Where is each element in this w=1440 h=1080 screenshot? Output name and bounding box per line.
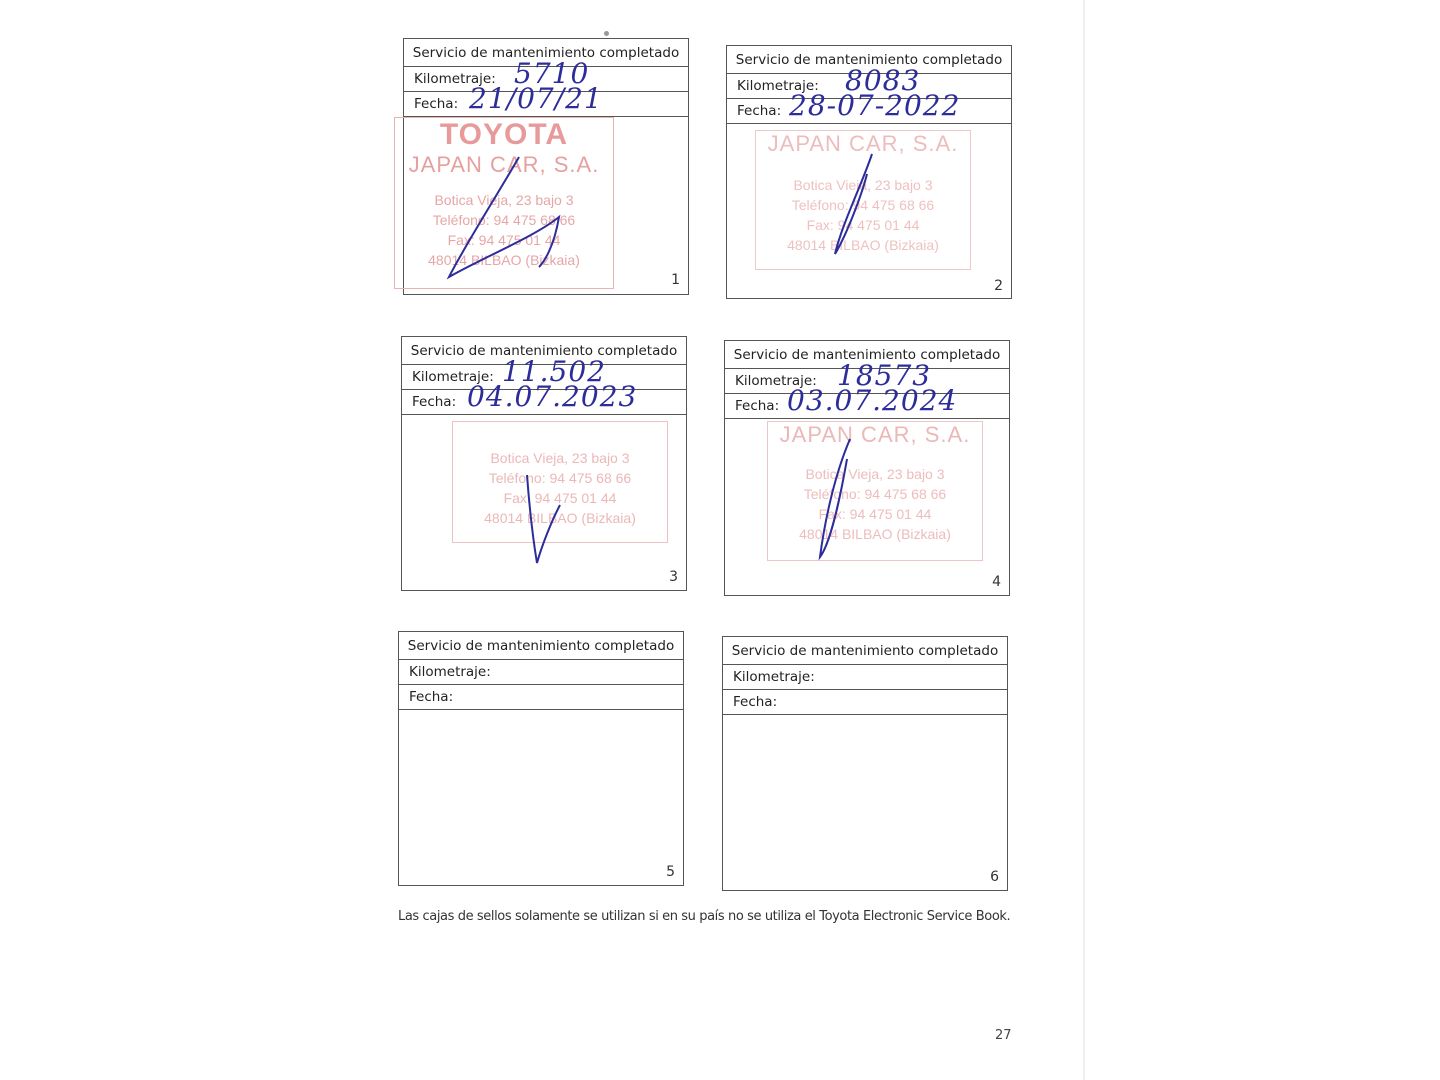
stamp-area (723, 715, 1007, 889)
stamp-fax: Fax: 94 475 01 44 (447, 232, 561, 248)
date-row (399, 685, 683, 710)
mileage-label: Kilometraje: (733, 669, 815, 685)
stamp-company: JAPAN CAR, S.A. (767, 131, 959, 156)
stamp-phone: Teléfono: 94 475 68 66 (488, 470, 632, 486)
dealer-stamp (452, 421, 668, 543)
card-number: 6 (990, 869, 999, 885)
card-title: Servicio de mantenimiento completado (404, 39, 688, 67)
stamp-address: Botica Vieja, 23 bajo 3 (793, 177, 933, 193)
page-edge (1083, 0, 1085, 1080)
card-title: Servicio de mantenimiento completado (402, 337, 686, 365)
footnote: Las cajas de sellos solamente se utilizan si en su país no se utiliza el Toyota Electronic Service Book. (398, 909, 1011, 924)
stamp-city: 48014 BILBAO (Bizkaia) (787, 237, 939, 253)
stamp-city: 48014 BILBAO (Bizkaia) (799, 526, 951, 542)
card-number: 3 (669, 569, 678, 585)
stamp-fax: Fax: 94 475 01 44 (503, 490, 617, 506)
card-title: Servicio de mantenimiento completado (725, 341, 1009, 369)
mileage-label: Kilometraje: (414, 71, 496, 87)
mileage-label: Kilometraje: (409, 664, 491, 680)
card-title: Servicio de mantenimiento completado (723, 637, 1007, 665)
stamp-area (725, 419, 1009, 594)
stamp-phone: Teléfono: 94 475 68 66 (791, 197, 935, 213)
service-card-2 (726, 45, 1012, 299)
date-row (725, 384, 1009, 419)
date-value: 03.07.2024 (787, 384, 958, 417)
mileage-row (399, 660, 683, 685)
date-row (404, 82, 688, 117)
stamp-address: Botica Vieja, 23 bajo 3 (490, 450, 630, 466)
date-value: 21/07/21 (469, 82, 603, 115)
date-label: Fecha: (412, 394, 457, 410)
stamp-company: JAPAN CAR, S.A. (408, 152, 600, 177)
stamp-address: Botica Vieja, 23 bajo 3 (434, 192, 574, 208)
service-card-1 (403, 38, 689, 295)
stamp-brand: TOYOTA (439, 118, 569, 151)
stamp-address: Botica Vieja, 23 bajo 3 (805, 466, 945, 482)
stamp-fax: Fax: 94 475 01 44 (818, 506, 932, 522)
stamp-phone: Teléfono: 94 475 68 66 (432, 212, 576, 228)
date-row (402, 380, 686, 415)
dealer-stamp (767, 421, 983, 561)
service-card-4 (724, 340, 1010, 596)
date-label: Fecha: (409, 689, 454, 705)
stamp-fax: Fax: 94 475 01 44 (806, 217, 920, 233)
service-card-3 (401, 336, 687, 591)
mileage-label: Kilometraje: (737, 78, 819, 94)
stamp-city: 48014 BILBAO (Bizkaia) (484, 510, 636, 526)
stamp-area (399, 710, 683, 884)
date-label: Fecha: (737, 103, 782, 119)
date-label: Fecha: (733, 694, 778, 710)
stamp-city: 48014 BILBAO (Bizkaia) (428, 252, 580, 268)
date-label: Fecha: (414, 96, 459, 112)
service-card-6 (722, 636, 1008, 891)
date-value: 28-07-2022 (789, 89, 961, 122)
service-card-5 (398, 631, 684, 886)
card-number: 2 (994, 278, 1003, 294)
mileage-value: 5710 (514, 57, 590, 90)
stamp-area (404, 117, 688, 292)
date-label: Fecha: (735, 398, 780, 414)
card-title: Servicio de mantenimiento completado (399, 632, 683, 660)
mileage-label: Kilometraje: (735, 373, 817, 389)
mileage-row (723, 665, 1007, 690)
page-number: 27 (995, 1028, 1012, 1043)
stamp-area (402, 415, 686, 589)
date-row (723, 690, 1007, 715)
scan-speck (604, 31, 609, 36)
stamp-area (727, 124, 1011, 298)
card-number: 5 (666, 864, 675, 880)
mileage-value: 18573 (837, 359, 932, 392)
date-row (727, 89, 1011, 124)
card-number: 4 (992, 574, 1001, 590)
dealer-stamp (755, 130, 971, 270)
stamp-company: JAPAN CAR, S.A. (779, 422, 971, 447)
mileage-label: Kilometraje: (412, 369, 494, 385)
mileage-value: 11.502 (502, 355, 606, 388)
date-value: 04.07.2023 (467, 380, 638, 413)
stamp-phone: Teléfono: 94 475 68 66 (803, 486, 947, 502)
card-number: 1 (671, 272, 680, 288)
dealer-stamp (394, 117, 614, 289)
mileage-value: 8083 (845, 64, 921, 97)
card-title: Servicio de mantenimiento completado (727, 46, 1011, 74)
